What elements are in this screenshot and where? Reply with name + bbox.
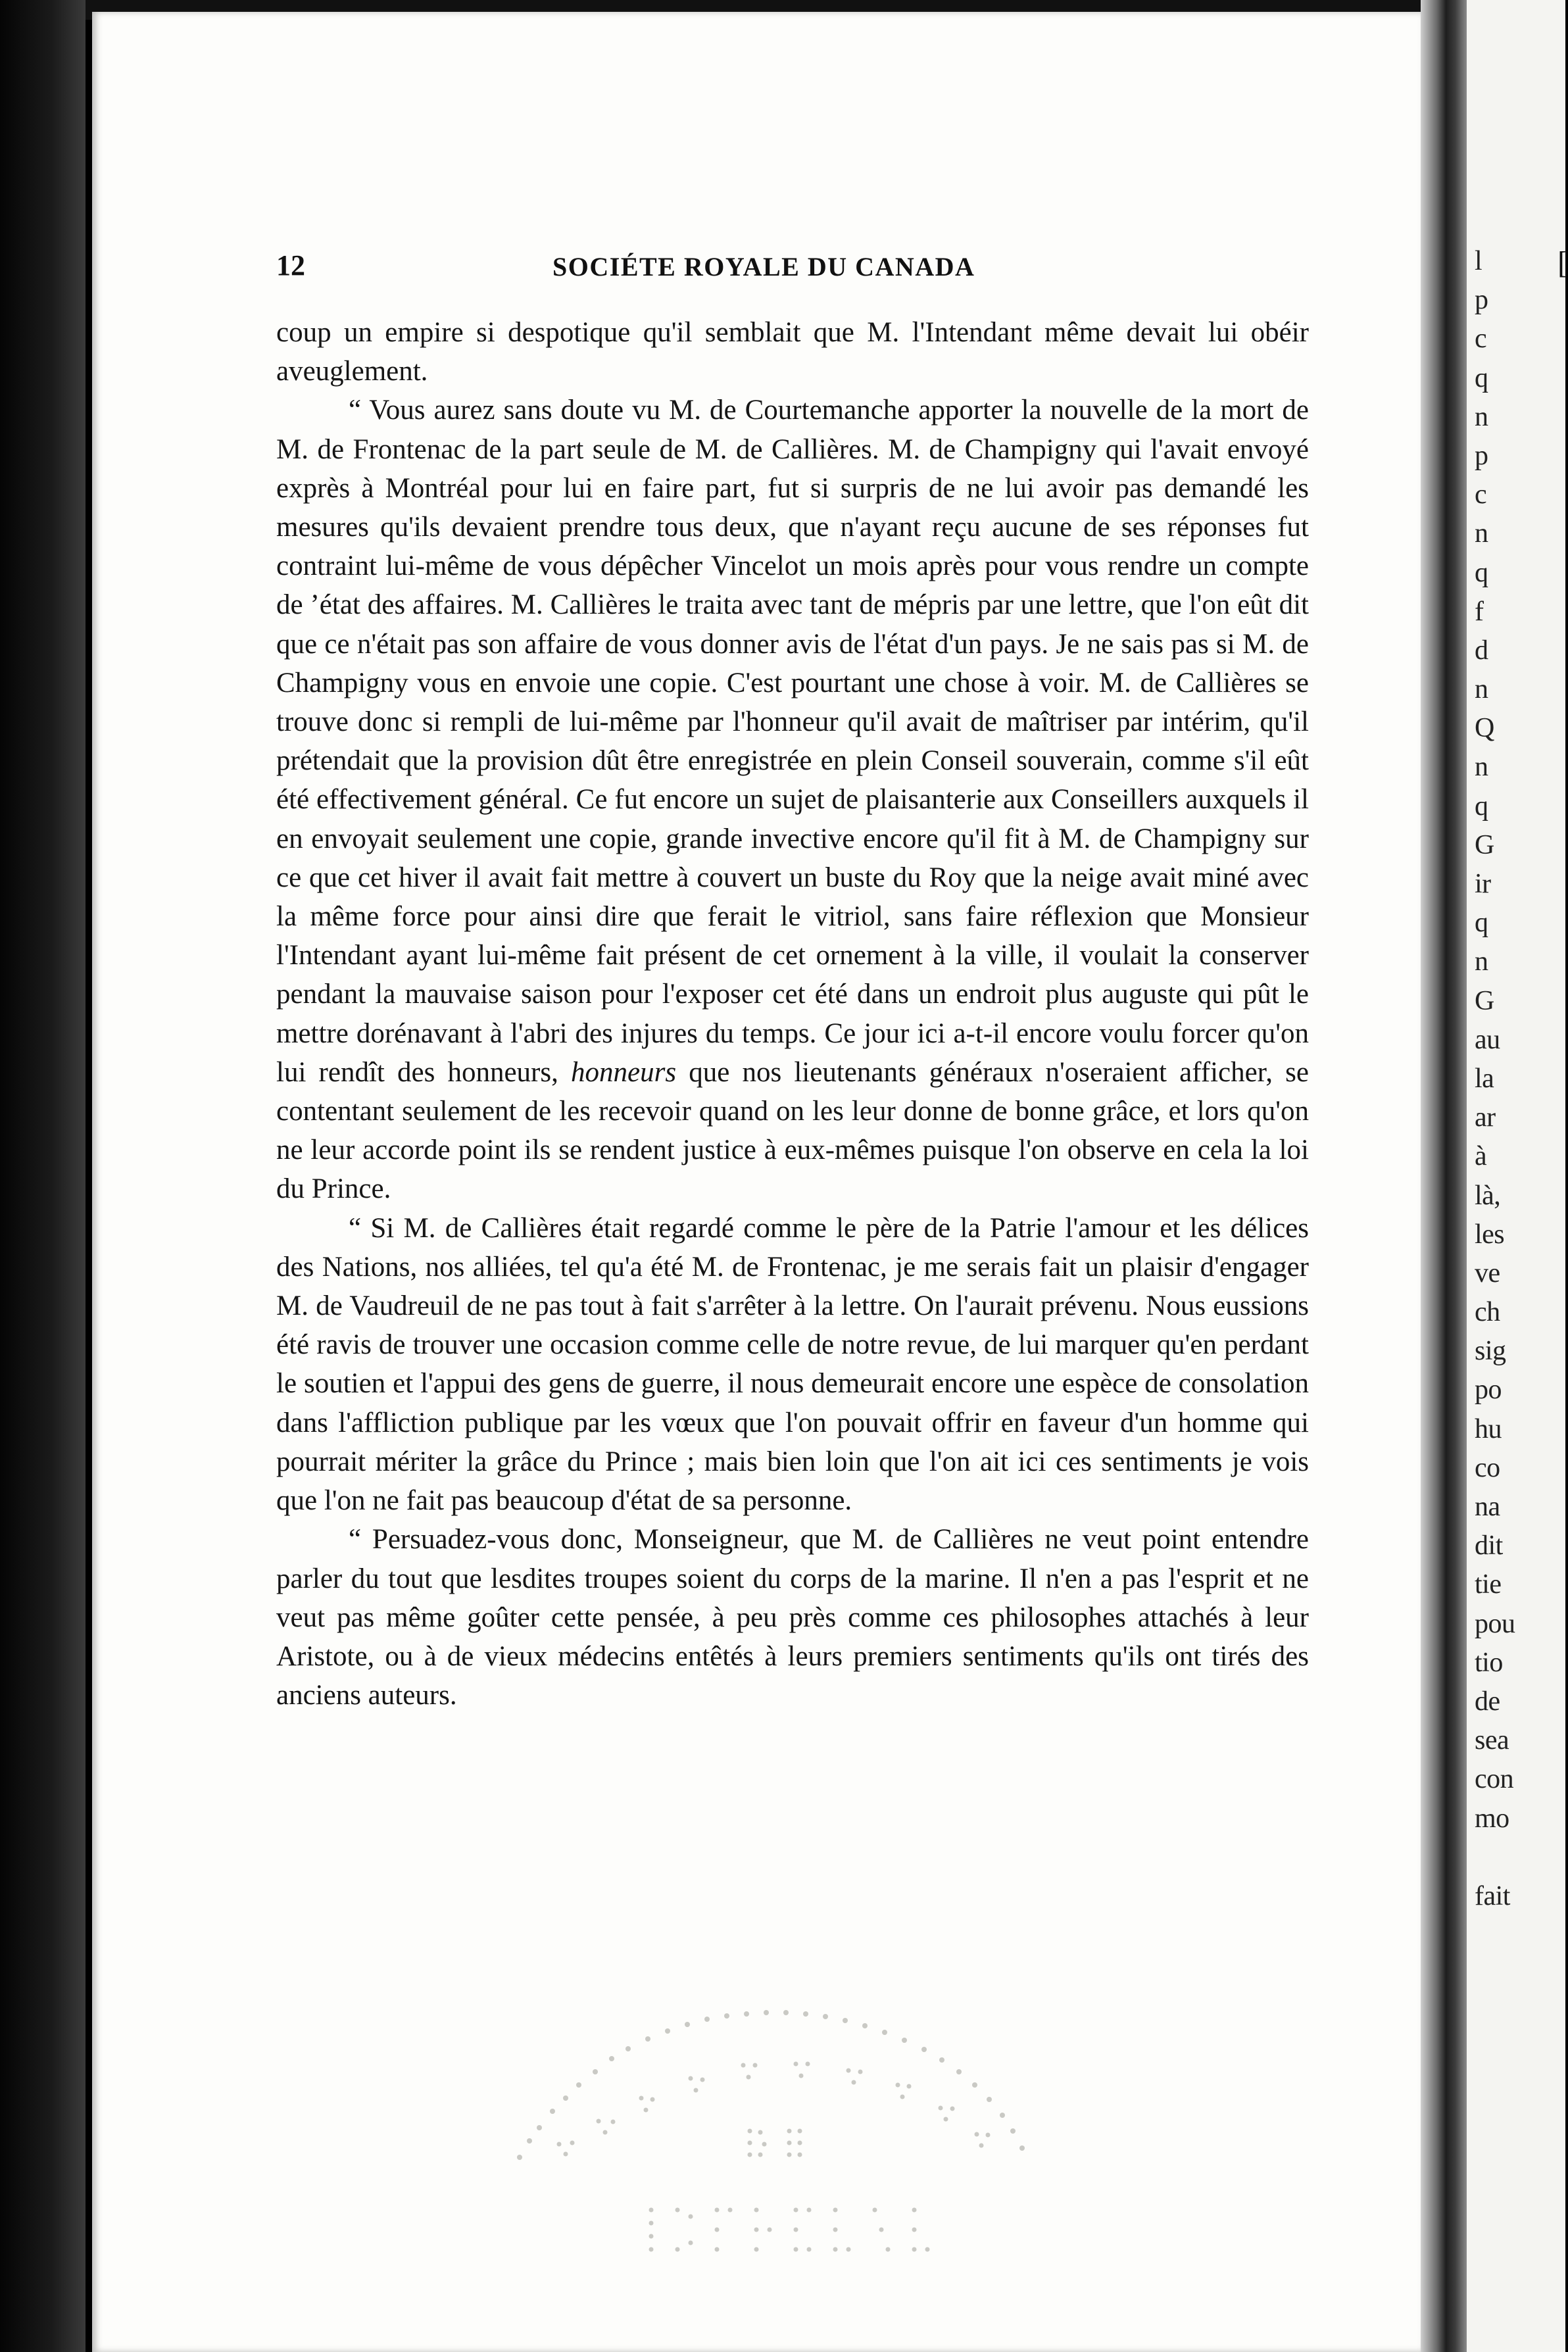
paragraph-text: que nos lieutenants généraux n'oseraient afficher, se contentant seulement de les recevoir quand on les leur donne de bonne grâce, et lors qu'on ne leur accorde point ils se rendent justice à eux-mêmes puisque l'on observe en cela la loi du Prince. [276,1056,1310,1205]
facing-page-line: G [1475,829,1494,860]
facing-page-line: q [1475,791,1488,821]
facing-page-text [1475,242,1515,1916]
facing-page-line: n [1475,518,1488,549]
facing-page-line: tie [1475,1569,1502,1600]
facing-page-line: n [1475,946,1488,977]
facing-page-line: la [1475,1063,1494,1094]
facing-page-line: de [1475,1686,1500,1717]
facing-page-line: à [1475,1141,1487,1172]
facing-page-line: Q [1475,713,1494,744]
facing-page-line: fait [1475,1880,1510,1911]
running-title: SOCIÉTE ROYALE DU CANADA [552,252,975,282]
facing-page-line: q [1475,908,1488,939]
paragraph: coup un empire si despotique qu'il semblait que M. l'Intendant même devait lui obéir aveuglement. [276,317,1309,387]
page-number: 12 [276,249,305,282]
italic-word: honneurs [571,1056,677,1088]
library-stamp [500,1993,1066,2269]
facing-page-line: p [1475,440,1488,471]
facing-page-line: p [1475,285,1488,316]
facing-page-line: hu [1475,1413,1502,1444]
facing-page-line: n [1475,401,1488,432]
paragraph-text: “ Vous aurez sans doute vu M. de Courtemanche apporter la nouvelle de la mort de M. de Frontenac de la part seule de M. de Callières. M. de Champigny qui l'avait envoyé exprès à Montréal pour lui en faire part, fut si surpris de ne lui avoir pas demandé les mesures qu'ils devaient prendre tous deux, que n'ayant reçu aucune de ses réponses fut contraint lui-même de vous dépêcher Vincelot un mois après pour vous rendre un compte de ’état des affaires. M. Callières le traita avec tant de mépris par une lettre, que l'on eût dit que ce n'était pas son affaire de vous donner avis de l'état d'un pays. Je ne sais pas si M. de Champigny vous en envoie une copie. C'est pourtant une chose à voir. M. de Callières se trouve donc si rempli de lui-même par l'honneur qu'il avait de maîtriser par intérim, qu'il prétendait que la provision dût être enregistrée en plein Conseil souverain, comme s'il eût été effectivement général. Ce fut encore un sujet de plaisanterie aux Conseillers auxquels il en envoyait seulement une copie, grande invective encore qu'il fit à M. de Champigny sur ce que cet hiver il avait fait mettre à couvert un buste du Roy que la neige avait miné avec la même force pour ainsi dire que ferait le vitriol, sans faire réflexion que Monsieur l'Intendant ayant lui-même fait présent de cet ornement à la ville, il voulait la conserver pendant la mauvaise saison pour l'exposer cet été dans un endroit plus auguste qui pût le mettre dorénavant à l'abri des injures du temps. Ce jour ici a-t-il encore voulu forcer qu'on lui rendît des honneurs, [276,395,1309,1088]
perforated-stamp-dots [517,2010,1025,2252]
facing-page-line: d [1475,635,1488,666]
paragraph [276,391,1309,1208]
facing-page-line: con [1475,1764,1514,1795]
facing-page-line: n [1475,752,1488,783]
facing-page [1467,0,1565,2352]
facing-page-line: les [1475,1219,1505,1250]
book-gutter [1421,0,1467,2352]
facing-page-line: c [1475,479,1487,510]
facing-page-line: co [1475,1452,1500,1483]
body-text [276,313,1309,1715]
facing-page-line: pou [1475,1608,1515,1639]
facing-page-line: ve [1475,1258,1500,1288]
facing-page-line: po [1475,1375,1502,1406]
facing-page-line: l [1475,246,1482,276]
facing-page-line: ir [1475,869,1491,899]
facing-page-line: dit [1475,1531,1503,1561]
facing-page-line: ch [1475,1297,1500,1328]
paragraph: “ Si M. de Callières était regardé comme le père de la Patrie l'amour et les délices des Nations, nos alliées, tel qu'a été M. de Frontenac, je me serais fait un plaisir d'engager M. de Vaudreuil de ne pas tout à fait s'arrêter à la lettre. On l'aurait prévenu. Nous eussions été ravis de trouver une occasion comme celle de notre revue, de lui marquer qu'en perdant le soutien et l'appui des gens de guerre, il nous demeurait encore une espèce de consolation dans l'affliction publique par les vœux que l'on pouvait offrir en faveur d'un homme qui pourrait mériter la grâce du Prince ; mais bien loin que l'on ait ici ces sentiments je vois que l'on ne fait pas beaucoup d'état de sa personne. [276,1212,1309,1517]
facing-page-line: G [1475,985,1494,1016]
facing-page-line: c [1475,324,1487,355]
scan-border-left [0,0,86,2352]
facing-page-line: f [1475,596,1484,627]
facing-page-line: q [1475,362,1488,393]
facing-page-line: tio [1475,1647,1503,1678]
facing-page-line: mo [1475,1803,1509,1834]
facing-page-line [1475,1838,1515,1877]
facing-page-line: là, [1475,1180,1501,1211]
facing-page-line: sig [1475,1336,1506,1367]
paragraph: “ Persuadez-vous donc, Monseigneur, que M. de Callières ne veut point entendre parler du tout que lesdites troupes soient du corps de la marine. Il n'en a pas l'esprit et ne veut pas même goûter cette pensée, à peu près comme ces philosophes attachés à leur Aristote, ou à de vieux médecins entêtés à leurs premiers sentiments qu'ils ont tirés des anciens auteurs. [276,1524,1309,1711]
facing-page-line: na [1475,1492,1500,1522]
facing-page-line: q [1475,557,1488,588]
facing-page-line: au [1475,1024,1500,1055]
facing-page-bracket: [ [1557,245,1568,280]
running-header [276,249,1309,288]
facing-page-line: sea [1475,1725,1509,1756]
facing-page-line: ar [1475,1102,1496,1133]
facing-page-line: n [1475,674,1488,705]
